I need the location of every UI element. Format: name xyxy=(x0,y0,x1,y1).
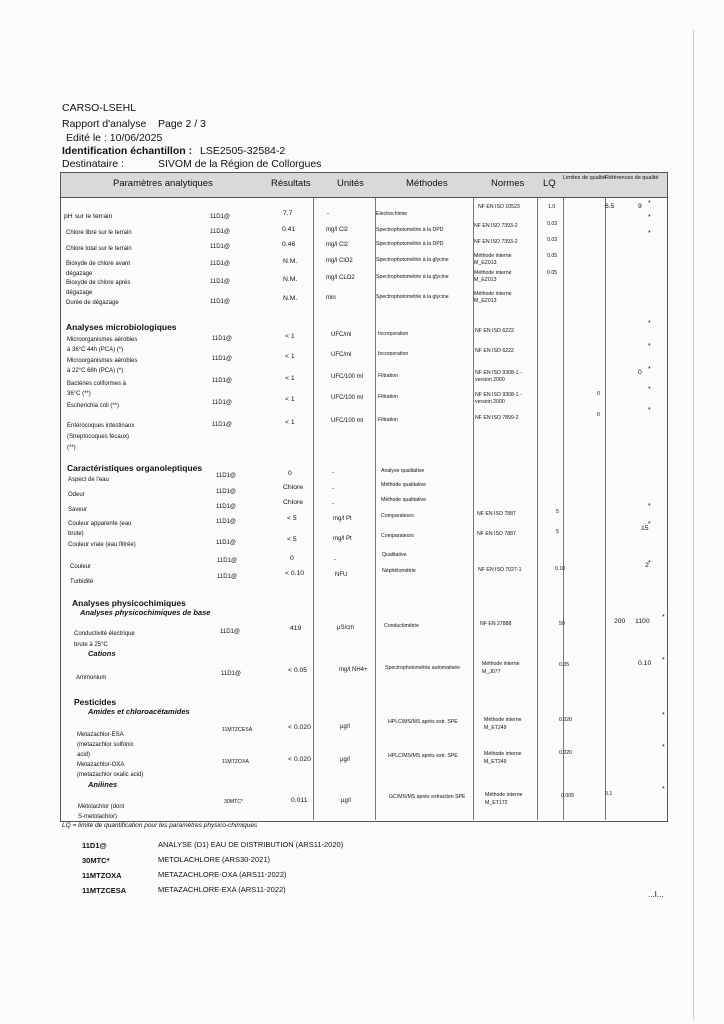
legend-code: 11MTZCESA xyxy=(82,886,127,895)
code-aero36: 11D1@ xyxy=(212,336,232,342)
unit-meta-oxa: µg/l xyxy=(340,757,350,763)
code-meta-esa: 11MTZCESA xyxy=(222,727,253,733)
table-header xyxy=(61,173,667,198)
col-norms: Normes xyxy=(491,178,525,189)
param-turbidite: Turbidité xyxy=(70,579,94,585)
col-divider xyxy=(563,198,564,820)
sample-id-label: Identification échantillon : xyxy=(62,145,193,157)
unit-couleur-app: mg/l Pt xyxy=(333,516,352,522)
result-aero36: < 1 xyxy=(285,333,295,340)
result-turbidite: < 0.10 xyxy=(285,570,305,577)
norm-turbidite: NF EN ISO 7027-1 xyxy=(478,567,522,573)
norm2-meta-esa: M_ET249 xyxy=(484,725,507,731)
unit-duree: min xyxy=(326,295,336,301)
col-limits: Limites de qualité xyxy=(563,175,606,181)
asterisk-mark: * xyxy=(648,407,651,414)
norm-aero36: NF EN ISO 6222 xyxy=(475,328,514,334)
code-aero22: 11D1@ xyxy=(212,356,232,362)
recipient: SIVOM de la Région de Collorgues xyxy=(158,158,322,170)
col-divider xyxy=(375,198,376,820)
lq-couleur-vraie: 5 xyxy=(556,529,559,535)
norm2-meta-oxa: M_ET249 xyxy=(484,759,507,765)
result-couleur-vraie: < 5 xyxy=(287,536,297,543)
ref1-ph: 6.5 xyxy=(605,203,615,210)
ref-coliformes: 0 xyxy=(638,369,642,376)
param-ph: pH sur le terrain xyxy=(64,213,113,220)
lq-chlore-total: 0.03 xyxy=(547,237,558,243)
legend-desc: METOLACHLORE (ARS30-2021) xyxy=(158,855,270,864)
param-duree: Durée de dégazage xyxy=(66,300,119,306)
norm-chlore-libre: NF EN ISO 7393-2 xyxy=(474,223,518,229)
result-couleur: 0 xyxy=(290,555,294,562)
code-bioxyde-avant: 11D1@ xyxy=(210,261,230,267)
param-coliformes: Bactéries coliformes à xyxy=(67,381,127,387)
param-aero22-2: à 22°C 68h (PCA) (*) xyxy=(67,368,124,374)
method-couleur-app: Comparateurs xyxy=(381,513,414,519)
unit-conductivity: µS/cm xyxy=(337,625,355,631)
param-saveur: Saveur xyxy=(68,507,88,513)
ref-ammonium: 0.10 xyxy=(638,660,652,667)
param-meta-esa: Metazachlor-ESA xyxy=(77,732,124,738)
results-table xyxy=(60,172,668,822)
subsection-cations: Cations xyxy=(88,649,116,658)
lq-note: LQ = limite de quantification pour les paramètres physico-chimiques xyxy=(62,822,258,829)
param-bioxyde-avant: Bioxyde de chlore avant xyxy=(66,261,131,267)
result-ammonium: < 0.05 xyxy=(288,667,308,674)
asterisk-mark: * xyxy=(662,786,665,793)
param-conductivity: Conductivité électrique xyxy=(74,631,135,637)
code-couleur: 11D1@ xyxy=(217,558,237,564)
col-results: Résultats xyxy=(271,178,311,189)
lq-ammonium: 0.05 xyxy=(559,662,570,668)
code-ph: 11D1@ xyxy=(210,214,230,220)
norm-ecoli: NF EN ISO 9308-1 - xyxy=(475,392,522,398)
unit-couleur: - xyxy=(334,557,336,563)
param-chlore-total: Chlore total sur le terrain xyxy=(66,246,132,252)
code-metolachlor: 30MTC* xyxy=(224,799,244,805)
section-organoleptic: Caractéristiques organoleptiques xyxy=(67,463,203,473)
result-chlore-total: 0.46 xyxy=(282,241,296,248)
code-turbidite: 11D1@ xyxy=(217,574,237,580)
result-meta-esa: < 0.020 xyxy=(288,724,311,731)
norm2-coliformes: version 2000 xyxy=(475,377,505,383)
norm2-duree: M_EZ013 xyxy=(474,298,497,304)
result-ph: 7.7 xyxy=(283,210,293,217)
param-entero-2: (Streptocoques fécaux) xyxy=(67,434,130,440)
norm-ph: NF EN ISO 10523 xyxy=(478,204,520,210)
unit-turbidite: NFU xyxy=(335,572,348,578)
asterisk-mark: * xyxy=(662,712,665,719)
norm-aero22: NF EN ISO 6222 xyxy=(475,348,514,354)
subsection-anilines: Anilines xyxy=(88,780,118,789)
code-meta-oxa: 11MTZOXA xyxy=(222,759,249,765)
param-aero36: Microorganismes aérobies xyxy=(67,337,138,343)
param-ammonium: Ammonium xyxy=(76,675,107,681)
asterisk-mark: * xyxy=(648,503,651,510)
section-microbiology: Analyses microbiologiques xyxy=(66,322,177,332)
unit-chlore-libre: mg/l Cl2 xyxy=(326,227,349,233)
unit-chlore-total: mg/l Cl2 xyxy=(326,242,349,248)
code-couleur-app: 11D1@ xyxy=(216,519,236,525)
legend-desc: ANALYSE (D1) EAU DE DISTRIBUTION (ARS11-2020) xyxy=(158,840,344,849)
asterisk-mark: * xyxy=(648,521,651,528)
param-bioxyde-apres-2: dégazage xyxy=(66,290,93,296)
norm-ammonium: Méthode interne xyxy=(482,661,520,667)
unit-aspect: - xyxy=(332,470,334,476)
legend-desc: METAZACHLORE-OXA (ARS11-2022) xyxy=(158,870,287,879)
result-duree: N.M. xyxy=(283,295,298,302)
asterisk-mark: * xyxy=(648,320,651,327)
method-coliformes: Filtration xyxy=(378,373,398,379)
param-metolachlor-2: S-metolachlor) xyxy=(78,814,118,820)
legend-code: 11D1@ xyxy=(82,841,107,850)
norm2-metolachlor: M_ET172 xyxy=(485,800,508,806)
param-couleur-vraie: Couleur vraie (eau filtrée) xyxy=(68,542,136,548)
code-odeur: 11D1@ xyxy=(216,489,236,495)
unit-ph: - xyxy=(327,211,329,217)
ref2-conductivity: 1100 xyxy=(635,618,650,625)
col-units: Unités xyxy=(337,178,364,189)
ref-couleur-vraie: 15 xyxy=(641,525,649,532)
report-title: Rapport d'analyse xyxy=(62,118,147,130)
param-entero: Entérocoques intestinaux xyxy=(67,423,135,429)
limit-entero: 0 xyxy=(597,412,600,418)
param-couleur: Couleur xyxy=(70,564,92,570)
norm-conductivity: NF EN 27888 xyxy=(480,621,512,627)
col-divider xyxy=(537,198,538,820)
param-couleur-app-2: brute) xyxy=(68,531,84,537)
asterisk-mark: * xyxy=(648,560,651,567)
code-chlore-libre: 11D1@ xyxy=(210,229,230,235)
param-couleur-app: Couleur apparente (eau xyxy=(68,521,132,527)
param-aero36-2: à 36°C 44h (PCA) (*) xyxy=(67,347,124,353)
code-chlore-total: 11D1@ xyxy=(210,244,230,250)
result-couleur-app: < 5 xyxy=(287,515,297,522)
lq-turbidite: 0.10 xyxy=(555,566,566,572)
param-meta-esa-3: acid) xyxy=(77,752,91,758)
ref-turbidite: 2 xyxy=(645,562,649,569)
col-methods: Méthodes xyxy=(406,178,448,189)
recipient-label: Destinataire : xyxy=(62,158,124,170)
norm2-ecoli: version 2000 xyxy=(475,399,505,405)
limit-metolachlor: 0.1 xyxy=(605,791,613,797)
lq-bioxyde-apres: 0.05 xyxy=(547,270,558,276)
edit-date: Edité le : 10/06/2025 xyxy=(66,132,163,144)
col-lq: LQ xyxy=(543,178,556,189)
param-metolachlor: Métolachlor (dont xyxy=(78,804,125,810)
legend-code: 11MTZOXA xyxy=(82,871,122,880)
unit-coliformes: UFC/100 ml xyxy=(331,374,364,380)
limit-ecoli: 0 xyxy=(597,391,600,397)
method-couleur: Qualitative xyxy=(382,552,407,558)
norm2-bioxyde-avant: M_EZ013 xyxy=(474,260,497,266)
code-duree: 11D1@ xyxy=(210,299,230,305)
method-meta-oxa: HPLC/MS/MS après extr. SPE xyxy=(388,753,458,759)
result-metolachlor: 0.011 xyxy=(291,797,308,804)
lq-meta-oxa: 0.020 xyxy=(559,750,572,756)
method-saveur: Méthode qualitative xyxy=(381,497,426,503)
col-divider xyxy=(605,198,606,820)
code-aspect: 11D1@ xyxy=(216,473,236,479)
result-ecoli: < 1 xyxy=(285,396,295,403)
legend-desc: METAZACHLORE-EXA (ARS11-2022) xyxy=(158,885,286,894)
unit-bioxyde-avant: mg/l ClO2 xyxy=(326,258,353,264)
norm-coliformes: NF EN ISO 9308-1 - xyxy=(475,370,522,376)
result-bioxyde-apres: N.M. xyxy=(283,276,298,283)
method-couleur-vraie: Comparateurs xyxy=(381,533,414,539)
param-conductivity-2: brute à 25°C xyxy=(74,642,108,648)
unit-entero: UFC/100 ml xyxy=(331,418,364,424)
param-bioxyde-avant-2: dégazage xyxy=(66,271,93,277)
unit-saveur: - xyxy=(332,501,334,507)
norm-couleur-app: NF EN ISO 7887 xyxy=(477,511,516,517)
subsection-physchem-base: Analyses physicochimiques de base xyxy=(80,608,211,617)
unit-ecoli: UFC/100 ml xyxy=(331,395,364,401)
method-aero22: Incorporation xyxy=(378,351,409,357)
result-chlore-libre: 0.41 xyxy=(282,226,296,233)
unit-ammonium: mg/l NH4+ xyxy=(339,667,368,673)
lq-chlore-libre: 0.03 xyxy=(547,221,558,227)
subsection-amides: Amides et chloroacétamides xyxy=(88,707,190,716)
lq-conductivity: 50 xyxy=(559,621,565,627)
method-chlore-total: Spectrophotométrie à la DPD xyxy=(376,241,444,247)
continued-mark: ...I... xyxy=(648,890,664,899)
method-bioxyde-avant: Spectrophotométrie à la glycine xyxy=(376,257,449,263)
unit-aero36: UFC/ml xyxy=(331,332,352,338)
norm2-bioxyde-apres: M_EZ013 xyxy=(474,277,497,283)
code-bioxyde-apres: 11D1@ xyxy=(210,279,230,285)
asterisk-mark: * xyxy=(648,200,651,207)
param-aspect: Aspect de l'eau xyxy=(68,477,109,483)
method-conductivity: Conductimétrie xyxy=(384,623,419,629)
code-ecoli: 11D1@ xyxy=(212,400,232,406)
asterisk-mark: * xyxy=(648,386,651,393)
col-params: Paramètres analytiques xyxy=(113,178,213,189)
param-coliformes-2: 36°C (**) xyxy=(67,391,91,397)
result-aspect: 0 xyxy=(288,470,292,477)
method-duree: Spectrophotométrie à la glycine xyxy=(376,294,449,300)
result-coliformes: < 1 xyxy=(285,375,295,382)
page-number: Page 2 / 3 xyxy=(158,118,206,130)
param-odeur: Odeur xyxy=(68,492,85,498)
code-ammonium: 11D1@ xyxy=(221,671,241,677)
result-aero22: < 1 xyxy=(285,353,295,360)
asterisk-mark: * xyxy=(662,744,665,751)
method-aspect: Analyse qualitative xyxy=(381,468,425,474)
ref2-ph: 9 xyxy=(638,203,642,210)
result-odeur: Chlore xyxy=(283,484,304,491)
section-pesticides: Pesticides xyxy=(74,697,117,707)
section-physchem: Analyses physicochimiques xyxy=(72,598,186,608)
result-meta-oxa: < 0.020 xyxy=(288,756,311,763)
norm2-ammonium: M_J077 xyxy=(482,669,501,675)
method-aero36: Incorporation xyxy=(378,331,409,337)
result-conductivity: 419 xyxy=(290,625,302,632)
result-saveur: Chlore xyxy=(283,499,304,506)
result-entero: < 1 xyxy=(285,419,295,426)
page-edge-line xyxy=(693,30,694,1020)
method-bioxyde-apres: Spectrophotométrie à la glycine xyxy=(376,274,449,280)
lq-meta-esa: 0.020 xyxy=(559,717,572,723)
lab-name: CARSO-LSEHL xyxy=(62,102,137,114)
col-divider xyxy=(313,198,314,820)
norm-duree: Méthode interne xyxy=(474,291,512,297)
norm-couleur-vraie: NF EN ISO 7887 xyxy=(477,531,516,537)
sample-id: LSE2505-32584-2 xyxy=(200,145,286,157)
method-ph: Electrochimie xyxy=(376,211,408,217)
method-meta-esa: HPLC/MS/MS après extr. SPE xyxy=(388,719,458,725)
lq-couleur-app: 5 xyxy=(556,509,559,515)
lq-bioxyde-avant: 0.05 xyxy=(547,253,558,259)
param-meta-oxa: Metazachlor-OXA xyxy=(77,762,125,768)
norm-entero: NF EN ISO 7899-2 xyxy=(475,415,519,421)
param-entero-3: (**) xyxy=(67,445,76,451)
unit-couleur-vraie: mg/l Pt xyxy=(333,536,352,542)
code-couleur-vraie: 11D1@ xyxy=(216,540,236,546)
param-meta-oxa-2: (metazachlor oxalic acid) xyxy=(77,772,144,778)
method-chlore-libre: Spectrophotométrie à la DPD xyxy=(376,227,444,233)
method-entero: Filtration xyxy=(378,417,398,423)
method-ammonium: Spectrophotométrie automatisée xyxy=(385,665,460,671)
param-aero22: Microorganismes aérobies xyxy=(67,358,138,364)
code-saveur: 11D1@ xyxy=(216,504,236,510)
param-bioxyde-apres: Bioxyde de chlore après xyxy=(66,280,131,286)
asterisk-mark: * xyxy=(648,343,651,350)
unit-bioxyde-apres: mg/l CLO2 xyxy=(326,275,355,281)
method-odeur: Méthode qualitative xyxy=(381,482,426,488)
method-ecoli: Filtration xyxy=(378,394,398,400)
param-chlore-libre: Chlore libre sur le terrain xyxy=(66,230,132,236)
param-ecoli: Escherichia coli (**) xyxy=(67,403,120,409)
asterisk-mark: * xyxy=(662,614,665,621)
unit-aero22: UFC/ml xyxy=(331,352,352,358)
method-metolachlor: GC/MS/MS après extraction SPE xyxy=(389,794,466,800)
result-bioxyde-avant: N.M. xyxy=(283,258,298,265)
asterisk-mark: * xyxy=(648,230,651,237)
norm-meta-esa: Méthode interne xyxy=(484,717,522,723)
col-refs: Références de qualité xyxy=(605,175,659,181)
unit-metolachlor: µg/l xyxy=(341,798,351,804)
asterisk-mark: * xyxy=(648,366,651,373)
asterisk-mark: * xyxy=(662,657,665,664)
norm-metolachlor: Méthode interne xyxy=(485,792,523,798)
code-conductivity: 11D1@ xyxy=(220,629,240,635)
code-entero: 11D1@ xyxy=(212,422,232,428)
lq-metolachlor: 0.005 xyxy=(561,793,574,799)
param-meta-esa-2: (metazachlor sulfonic xyxy=(77,742,134,748)
code-coliformes: 11D1@ xyxy=(212,378,232,384)
unit-meta-esa: µg/l xyxy=(340,724,350,730)
norm-chlore-total: NF EN ISO 7393-2 xyxy=(474,239,518,245)
legend-code: 30MTC* xyxy=(82,856,110,865)
ref1-conductivity: 200 xyxy=(614,618,626,625)
method-turbidite: Néphélométrie xyxy=(382,568,416,574)
asterisk-mark: * xyxy=(648,214,651,221)
norm-bioxyde-apres: Méthode interne xyxy=(474,270,512,276)
norm-meta-oxa: Méthode interne xyxy=(484,751,522,757)
unit-odeur: - xyxy=(332,486,334,492)
lq-ph: 1.0 xyxy=(548,204,556,210)
norm-bioxyde-avant: Méthode interne xyxy=(474,253,512,259)
